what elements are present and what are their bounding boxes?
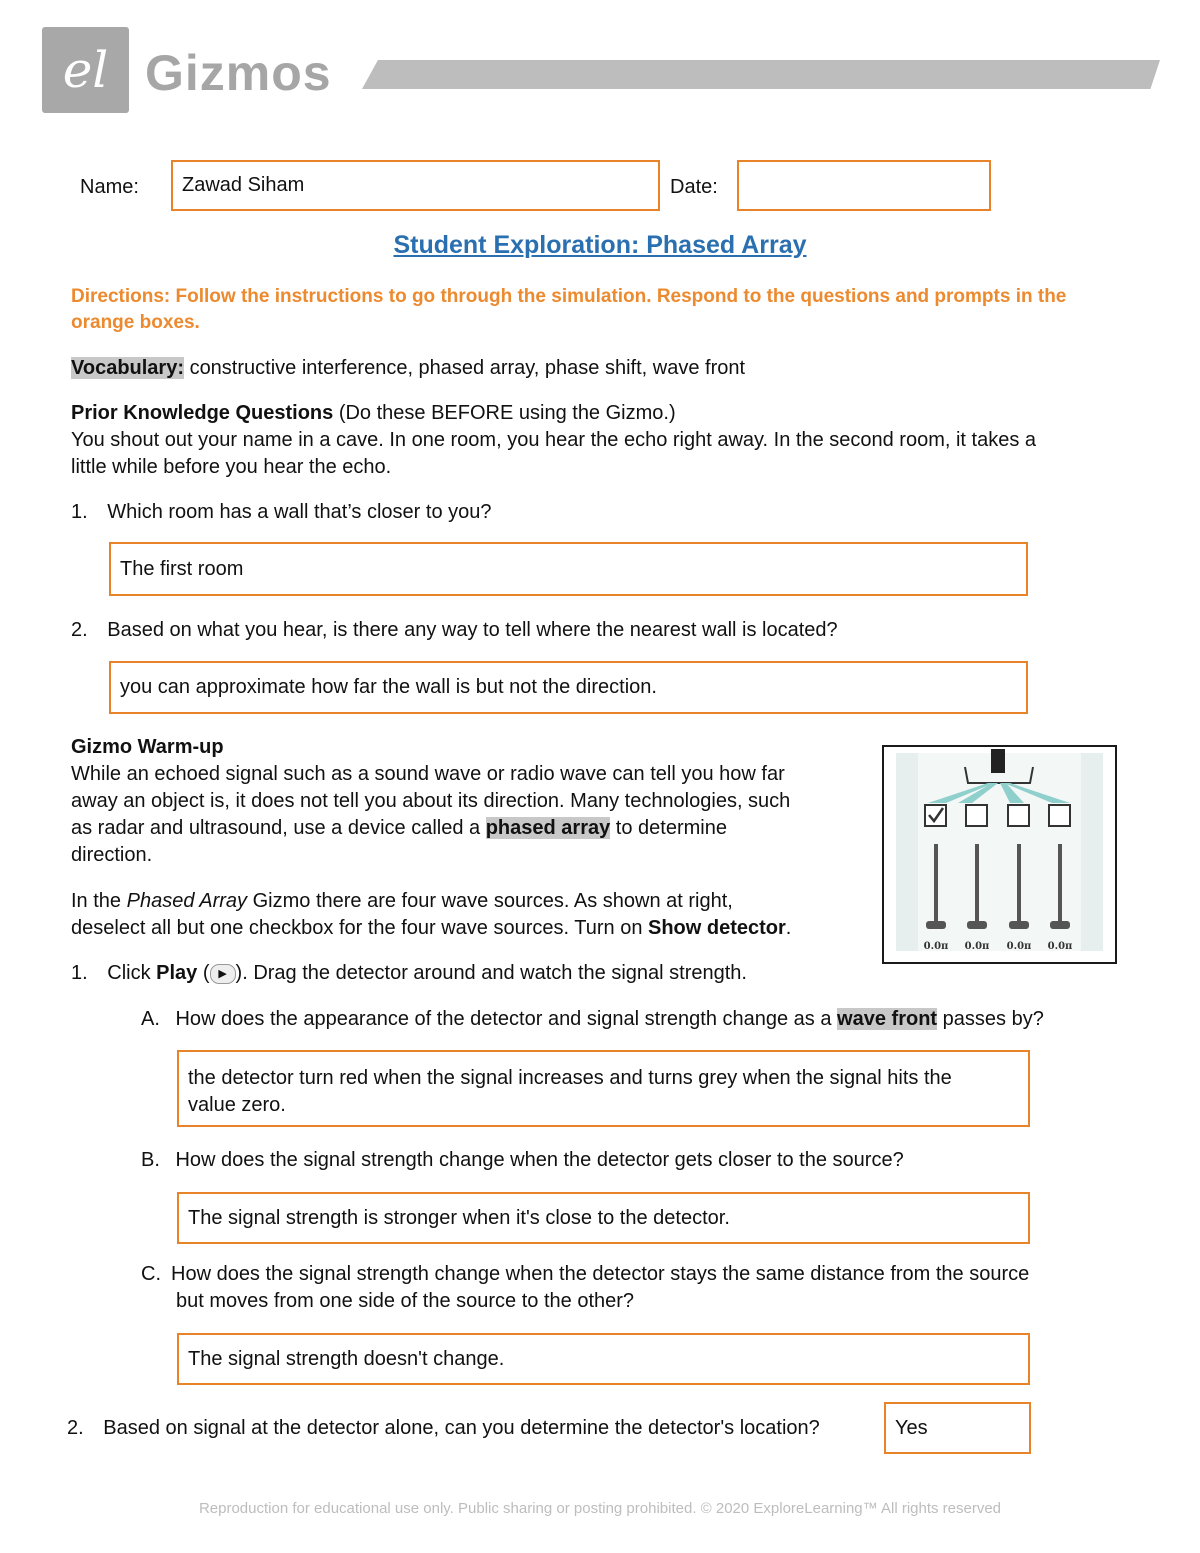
subquestion-b [141, 1147, 904, 1174]
phase-slider-track [1058, 844, 1062, 924]
play-term: Play [156, 962, 198, 984]
phased-array-term: phased array [485, 817, 611, 839]
phase-label-3: 0.0π [1006, 941, 1032, 952]
emitter-icon [991, 749, 1005, 773]
answer-box-c[interactable]: The signal strength doesn't change. [177, 1333, 1030, 1385]
warmup-question-2 [67, 1415, 820, 1442]
warmup-section [71, 734, 871, 942]
answer-text: the detector turn red when the signal increases and turns grey when the signal hits the [188, 1067, 952, 1089]
answer-text: value zero. [188, 1094, 286, 1116]
phase-slider-track [1017, 844, 1021, 924]
warmup-text: . [785, 917, 792, 939]
question-text: Based on what you hear, is there any way to tell where the nearest wall is located? [107, 619, 838, 641]
name-label: Name: [80, 176, 139, 198]
header-banner [362, 60, 1160, 89]
question-text: ( [202, 962, 210, 984]
vocabulary-label: Vocabulary: [71, 357, 184, 379]
prior-question-2 [71, 617, 838, 644]
phase-slider-handle[interactable] [967, 921, 987, 929]
subquestion-c [141, 1261, 1141, 1315]
prior-knowledge-heading: Prior Knowledge Questions [71, 402, 334, 424]
phase-slider-handle[interactable] [1009, 921, 1029, 929]
prior-question-1 [71, 499, 492, 526]
question-text: but moves from one side of the source to the other? [176, 1290, 635, 1312]
source-checkbox-2[interactable] [966, 805, 987, 826]
question-text: ). Drag the detector around and watch the signal strength. [235, 962, 747, 984]
answer-box-prior-1[interactable]: The first room [109, 542, 1028, 596]
phased-array-figure [882, 745, 1117, 964]
vocabulary-terms: constructive interference, phased array, phase shift, wave front [189, 357, 746, 379]
question-number: 1. [71, 501, 88, 523]
warmup-heading: Gizmo Warm-up [71, 736, 224, 758]
warmup-question-1 [71, 960, 747, 987]
question-number: 2. [67, 1417, 84, 1439]
prior-knowledge-section [71, 400, 1131, 481]
phased-array-diagram [884, 747, 1115, 962]
page-title: Student Exploration: Phased Array [393, 231, 807, 259]
subquestion-letter: A. [141, 1008, 160, 1030]
phase-label-2: 0.0π [964, 941, 990, 952]
wave-front-term: wave front [837, 1008, 938, 1030]
phase-label-1: 0.0π [923, 941, 949, 952]
question-number: 1. [71, 962, 88, 984]
play-icon: ▶ [210, 964, 236, 984]
directions: Directions: Follow the instructions to go through the simulation. Respond to the questions and prompts in the orange boxes. [71, 286, 1067, 333]
question-text: Which room has a wall that’s closer to you? [107, 501, 492, 523]
vocabulary [71, 355, 745, 382]
phase-slider-handle[interactable] [926, 921, 946, 929]
answer-box-a[interactable] [177, 1050, 1030, 1127]
warmup-text: away an object is, it does not tell you about its direction. Many technologies, such [71, 790, 791, 812]
warmup-text: to determine [615, 817, 727, 839]
source-checkbox-1[interactable] [925, 805, 946, 826]
prior-knowledge-note: (Do these BEFORE using the Gizmo.) [338, 402, 676, 424]
phase-slider-track [975, 844, 979, 924]
gizmo-name: Phased Array [126, 890, 248, 912]
question-text: Based on signal at the detector alone, can you determine the detector's location? [103, 1417, 820, 1439]
prior-intro-line1: You shout out your name in a cave. In one room, you hear the echo right away. In the second room, it takes a [71, 429, 1037, 451]
answer-box-b[interactable]: The signal strength is stronger when it's close to the detector. [177, 1192, 1030, 1244]
warmup-text: In the [71, 890, 122, 912]
date-field[interactable] [737, 160, 991, 211]
question-text: How does the signal strength change when the detector gets closer to the source? [175, 1149, 904, 1171]
warmup-text: Gizmo there are four wave sources. As shown at right, [252, 890, 733, 912]
show-detector-term: Show detector [648, 917, 786, 939]
logo-text: el [62, 41, 109, 99]
subquestion-letter: B. [141, 1149, 160, 1171]
prior-intro-line2: little while before you hear the echo. [71, 456, 392, 478]
warmup-text: as radar and ultrasound, use a device called a [71, 817, 481, 839]
question-text: How does the appearance of the detector and signal strength change as a [175, 1008, 832, 1030]
footer-copyright: Reproduction for educational use only. Public sharing or posting prohibited. © 2020 ExploreLearning™ All rights reserved [198, 1500, 1002, 1517]
phase-label-4: 0.0π [1047, 941, 1073, 952]
question-text: passes by? [942, 1008, 1044, 1030]
subquestion-letter: C. [141, 1263, 161, 1285]
brand-name: Gizmos [145, 45, 332, 101]
answer-box-prior-2[interactable]: you can approximate how far the wall is but not the direction. [109, 661, 1028, 714]
explorelearning-logo [42, 27, 129, 113]
phase-slider-track [934, 844, 938, 924]
date-label: Date: [670, 176, 718, 198]
answer-box-q2[interactable]: Yes [884, 1402, 1031, 1454]
warmup-text: While an echoed signal such as a sound wave or radio wave can tell you how far [71, 763, 785, 785]
source-checkbox-3[interactable] [1008, 805, 1029, 826]
warmup-text: deselect all but one checkbox for the four wave sources. Turn on [71, 917, 643, 939]
phase-slider-handle[interactable] [1050, 921, 1070, 929]
question-number: 2. [71, 619, 88, 641]
question-text: Click [107, 962, 151, 984]
name-field[interactable]: Zawad Siham [171, 160, 660, 211]
question-text: How does the signal strength change when the detector stays the same distance from the source [171, 1263, 1030, 1285]
subquestion-a [141, 1006, 1044, 1033]
warmup-text: direction. [71, 844, 153, 866]
source-checkbox-4[interactable] [1049, 805, 1070, 826]
